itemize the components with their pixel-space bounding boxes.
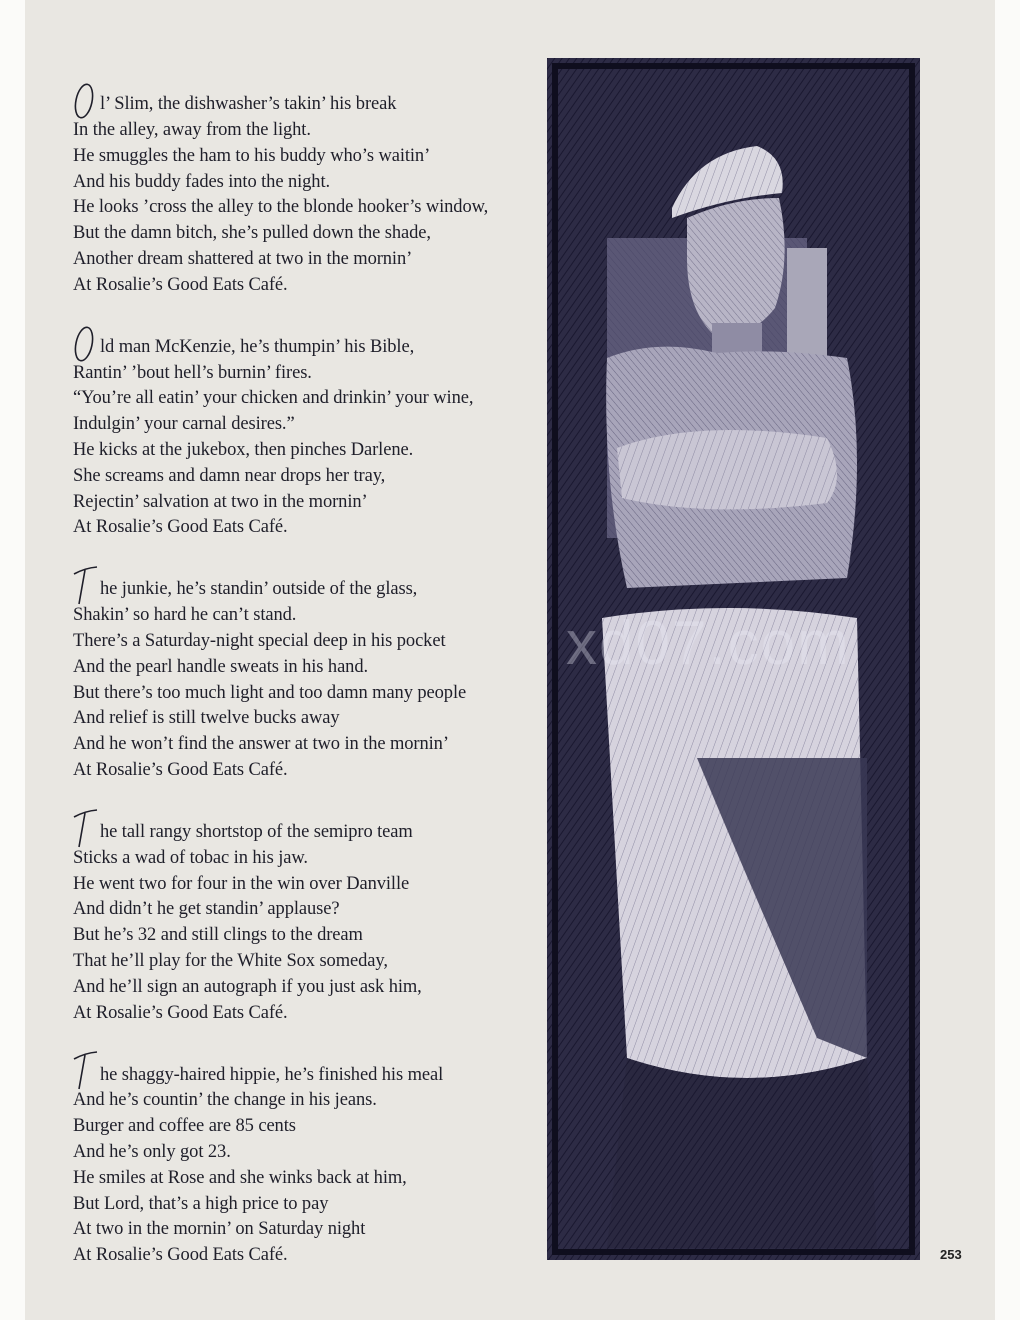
lyric-line: He kicks at the jukebox, then pinches Darlene. xyxy=(73,439,414,460)
lyric-line: Burger and coffee are 85 cents xyxy=(73,1116,296,1137)
stanza xyxy=(73,563,563,784)
lyric-line: ld man McKenzie, he’s thumpin’ his Bible, xyxy=(100,336,415,357)
stanza-first-line xyxy=(73,321,563,361)
lyric-line: At Rosalie’s Good Eats Café. xyxy=(73,759,288,780)
lyric-line: Another dream shattered at two in the mornin’ xyxy=(73,248,413,269)
lyric-line: He went two for four in the win over Danville xyxy=(73,873,410,894)
dropcap-o-icon xyxy=(73,78,99,118)
cook-in-apron-ink-drawing-icon xyxy=(547,58,920,1260)
dropcap-t-icon xyxy=(73,806,99,846)
stanza-first-line xyxy=(73,78,563,118)
lyric-line: he junkie, he’s standin’ outside of the glass, xyxy=(100,579,418,600)
lyric-line: At Rosalie’s Good Eats Café. xyxy=(73,1245,288,1266)
lyric-line: l’ Slim, the dishwasher’s takin’ his break xyxy=(100,94,397,115)
lyric-line: he tall rangy shortstop of the semipro team xyxy=(100,821,413,842)
lyric-line: But the damn bitch, she’s pulled down the shade, xyxy=(73,223,431,244)
watermark: xd07.com xyxy=(566,609,851,678)
lyric-line: But Lord, that’s a high price to pay xyxy=(73,1193,329,1214)
song-lyrics xyxy=(73,78,563,1291)
lyric-line: Rantin’ ’bout hell’s burnin’ fires. xyxy=(73,362,312,383)
lyric-line: Shakin’ so hard he can’t stand. xyxy=(73,605,297,626)
dropcap-t-icon xyxy=(73,1048,99,1088)
lyric-line: And he’s countin’ the change in his jeans. xyxy=(73,1090,377,1111)
lyric-line: He smiles at Rose and she winks back at him, xyxy=(73,1167,407,1188)
stanza xyxy=(73,806,563,1027)
lyric-line: And relief is still twelve bucks away xyxy=(73,708,340,729)
dropcap-o-icon xyxy=(73,321,99,361)
lyric-line: And he’s only got 23. xyxy=(73,1141,231,1162)
lyric-line: And the pearl handle sweats in his hand. xyxy=(73,656,369,677)
lyric-line: He looks ’cross the alley to the blonde hooker’s window, xyxy=(73,197,489,218)
lyric-line: “You’re all eatin’ your chicken and drinkin’ your wine, xyxy=(73,388,474,409)
lyric-line: She screams and damn near drops her tray, xyxy=(73,465,386,486)
stanza-first-line xyxy=(73,563,563,603)
lyric-line: Indulgin’ your carnal desires.” xyxy=(73,414,295,435)
lyric-line: But there’s too much light and too damn many people xyxy=(73,682,467,703)
stanza xyxy=(73,1048,563,1269)
lyric-line: Sticks a wad of tobac in his jaw. xyxy=(73,847,308,868)
lyric-line: There’s a Saturday-night special deep in his pocket xyxy=(73,630,446,651)
lyric-line: And his buddy fades into the night. xyxy=(73,171,331,192)
lyric-line: At Rosalie’s Good Eats Café. xyxy=(73,517,288,538)
stanza-first-line xyxy=(73,806,563,846)
dropcap-t-icon xyxy=(73,563,99,603)
stanza xyxy=(73,321,563,542)
page-number: 253 xyxy=(940,1247,962,1262)
stanza-first-line xyxy=(73,1048,563,1088)
lyric-line: At Rosalie’s Good Eats Café. xyxy=(73,1002,288,1023)
lyric-line: And didn’t he get standin’ applause? xyxy=(73,899,340,920)
lyric-line: he shaggy-haired hippie, he’s finished his meal xyxy=(100,1064,444,1085)
lyric-line: He smuggles the ham to his buddy who’s waitin’ xyxy=(73,145,431,166)
stanza xyxy=(73,78,563,299)
lyric-line: And he’ll sign an autograph if you just ask him, xyxy=(73,976,422,997)
lyric-line: And he won’t find the answer at two in the mornin’ xyxy=(73,734,449,755)
lyric-line: But he’s 32 and still clings to the dream xyxy=(73,925,363,946)
lyric-line: At two in the mornin’ on Saturday night xyxy=(73,1219,366,1240)
cook-illustration xyxy=(547,58,920,1260)
lyric-line: That he’ll play for the White Sox someday, xyxy=(73,950,388,971)
lyric-line: At Rosalie’s Good Eats Café. xyxy=(73,274,288,295)
lyric-line: Rejectin’ salvation at two in the mornin’ xyxy=(73,491,368,512)
lyric-line: In the alley, away from the light. xyxy=(73,120,311,140)
